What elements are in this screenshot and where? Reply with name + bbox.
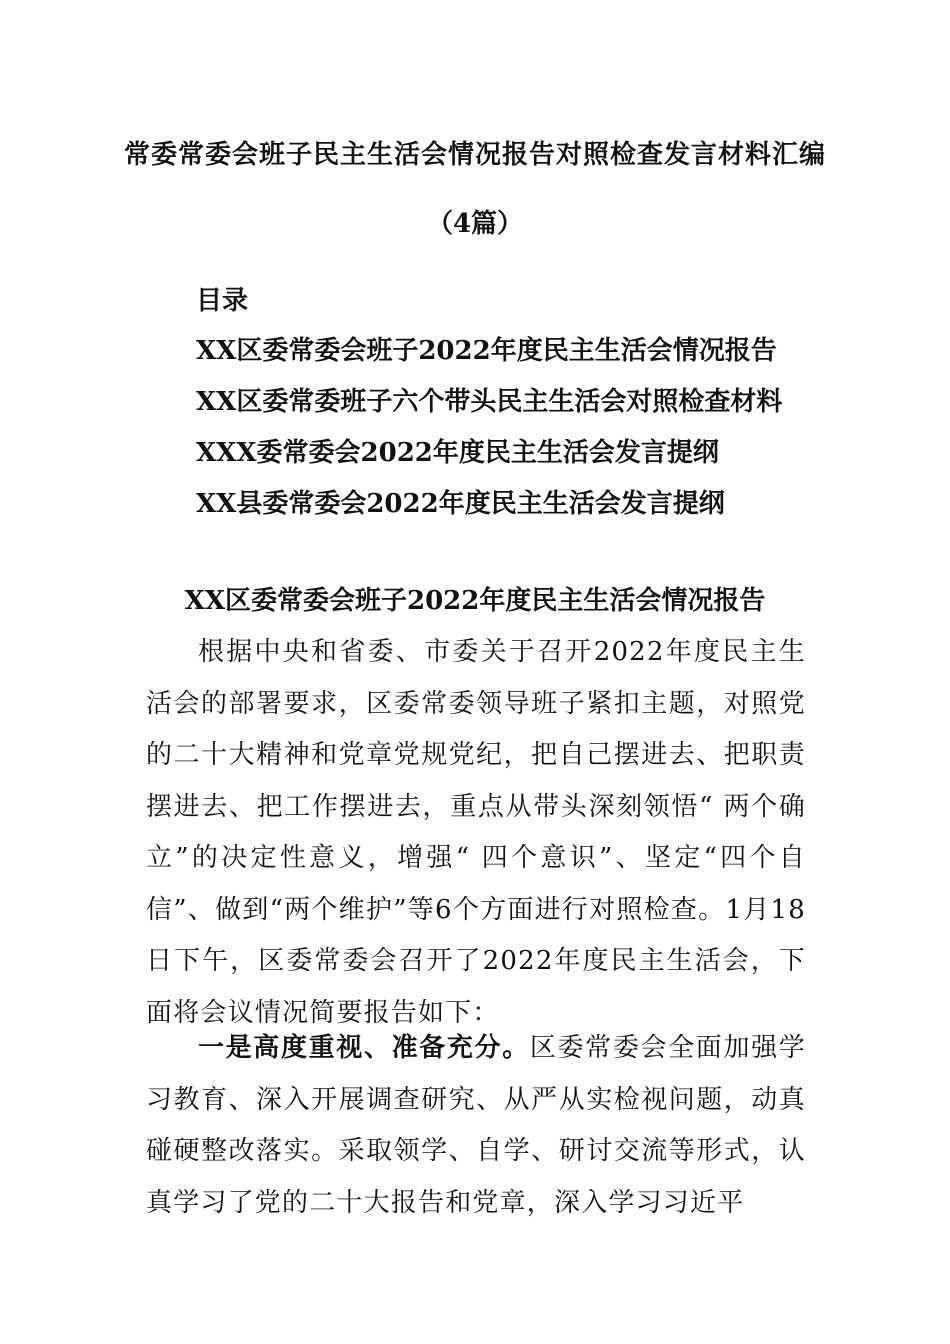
toc-item-4: XX县委常委会2022年度民主生活会发言提纲 [196,489,725,519]
toc-item-3: XXX委常委会2022年度民主生活会发言提纲 [196,438,719,468]
document-subtitle: （4篇） [426,209,524,239]
section-title: XX区委常委会班子2022年度民主生活会情况报告 [184,586,766,616]
table-of-contents [196,334,782,538]
toc-heading: 目录 [196,286,249,316]
paragraph-point-one [146,1023,806,1229]
toc-item-1: XX区委常委会班子2022年度民主生活会情况报告 [196,336,777,366]
paragraph-intro: 根据中央和省委、市委关于召开2022年度民主生活会的部署要求，区委常委领导班子紧扣主题，对照党的二十大精神和党章党规党纪，把自己摆进去、把职责摆进去、把工作摆进去，重点从带头深刻领悟“ 两个确立”的决定性意义，增强“ 四个意识”、坚定“四个自信”、做到“两个维护”等6个方面进行对照检查。1月18日下午，区委常委会召开了2022年度民主生活会，下面将会议情况简要报告如下： [146,637,806,1028]
paragraph-lead: 一是高度重视、准备充分。 [198,1033,530,1063]
toc-item-2: XX区委常委班子六个带头民主生活会对照检查材料 [196,387,783,417]
document-title: 常委常委会班子民主生活会情况报告对照检查发言材料汇编 [123,140,826,170]
paragraph-body: 区委常委会全面加强学习教育、深入开展调查研究、从严从实检视问题，动真碰硬整改落实。采取领学、自学、研讨交流等形式，认真学习了党的二十大报告和党章，深入学习习近平 [146,1033,806,1218]
